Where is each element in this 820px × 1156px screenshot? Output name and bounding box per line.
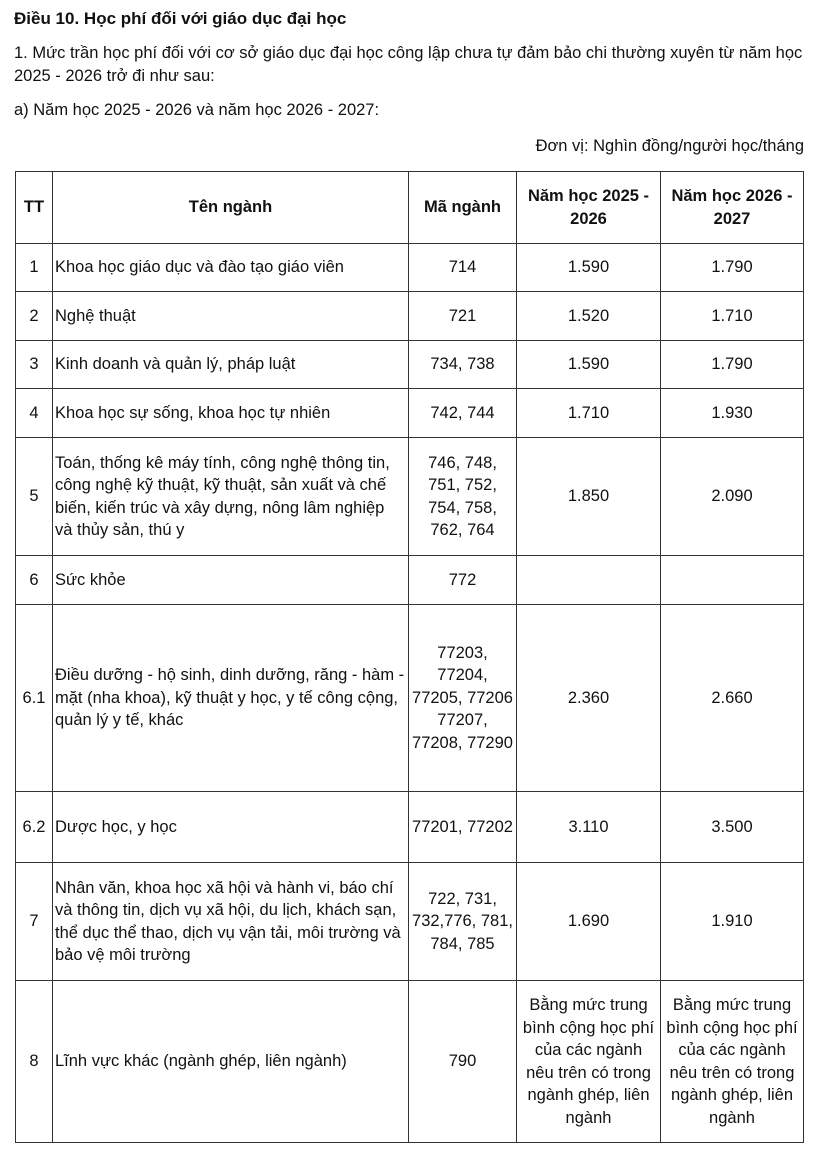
cell-code: 721 xyxy=(409,292,517,341)
cell-fee-2026: 3.500 xyxy=(661,792,804,863)
cell-fee-2026: 1.710 xyxy=(661,292,804,341)
table-row xyxy=(16,244,804,292)
cell-name: Dược học, y học xyxy=(53,792,409,863)
cell-fee-2025: 1.590 xyxy=(517,341,661,389)
unit-label: Đơn vị: Nghìn đồng/người học/tháng xyxy=(535,137,804,155)
table-row xyxy=(16,605,804,792)
cell-fee-2025 xyxy=(517,556,661,605)
cell-name: Kinh doanh và quản lý, pháp luật xyxy=(53,341,409,389)
cell-fee-2026: 1.790 xyxy=(661,244,804,292)
cell-name: Toán, thống kê máy tính, công nghệ thông tin, công nghệ kỹ thuật, kỹ thuật, sản xuất và chế biến, kiến trúc và xây dựng, nông lâm nghiệp và thủy sản, thú y xyxy=(53,438,409,556)
cell-fee-2025: 1.690 xyxy=(517,863,661,981)
cell-fee-2025: 1.850 xyxy=(517,438,661,556)
table-row xyxy=(16,389,804,438)
cell-tt: 3 xyxy=(16,341,53,389)
table-row xyxy=(16,863,804,981)
cell-code: 746, 748, 751, 752, 754, 758, 762, 764 xyxy=(409,438,517,556)
article-heading: Điều 10. Học phí đối với giáo dục đại học xyxy=(14,9,347,28)
cell-tt: 4 xyxy=(16,389,53,438)
cell-tt: 1 xyxy=(16,244,53,292)
table-row xyxy=(16,792,804,863)
sub-paragraph: a) Năm học 2025 - 2026 và năm học 2026 - 2027: xyxy=(14,101,380,119)
cell-tt: 8 xyxy=(16,981,53,1143)
table-header-row xyxy=(16,172,804,244)
cell-tt: 2 xyxy=(16,292,53,341)
cell-code: 77203, 77204, 77205, 77206 77207, 77208, 77290 xyxy=(409,605,517,792)
cell-name: Điều dưỡng - hộ sinh, dinh dưỡng, răng - hàm - mặt (nha khoa), kỹ thuật y học, y tế công cộng, quản lý y tế, khác xyxy=(53,605,409,792)
cell-fee-2026 xyxy=(661,556,804,605)
cell-name: Nhân văn, khoa học xã hội và hành vi, báo chí và thông tin, dịch vụ xã hội, du lịch, khách sạn, thể dục thể thao, dịch vụ vận tải, môi trường và bảo vệ môi trường xyxy=(53,863,409,981)
cell-fee-2026: 1.910 xyxy=(661,863,804,981)
table-row xyxy=(16,292,804,341)
cell-fee-2025: 3.110 xyxy=(517,792,661,863)
cell-fee-2025: 1.520 xyxy=(517,292,661,341)
cell-fee-2025: 2.360 xyxy=(517,605,661,792)
table-row xyxy=(16,981,804,1143)
cell-fee-2026: 1.790 xyxy=(661,341,804,389)
header-tt: TT xyxy=(16,172,53,244)
cell-fee-2026: 2.090 xyxy=(661,438,804,556)
table-row xyxy=(16,438,804,556)
cell-tt: 6 xyxy=(16,556,53,605)
cell-fee-2026: 1.930 xyxy=(661,389,804,438)
cell-fee-2025: 1.710 xyxy=(517,389,661,438)
table-row xyxy=(16,341,804,389)
cell-name: Khoa học giáo dục và đào tạo giáo viên xyxy=(53,244,409,292)
cell-fee-2025: Bằng mức trung bình cộng học phí của các ngành nêu trên có trong ngành ghép, liên ngành xyxy=(517,981,661,1143)
header-year-2026: Năm học 2026 - 2027 xyxy=(661,172,804,244)
tuition-table xyxy=(15,171,804,1143)
cell-name: Sức khỏe xyxy=(53,556,409,605)
cell-code: 790 xyxy=(409,981,517,1143)
cell-tt: 5 xyxy=(16,438,53,556)
cell-code: 734, 738 xyxy=(409,341,517,389)
cell-code: 714 xyxy=(409,244,517,292)
cell-name: Khoa học sự sống, khoa học tự nhiên xyxy=(53,389,409,438)
cell-fee-2026: 2.660 xyxy=(661,605,804,792)
header-name: Tên ngành xyxy=(53,172,409,244)
cell-fee-2025: 1.590 xyxy=(517,244,661,292)
intro-paragraph: 1. Mức trần học phí đối với cơ sở giáo dục đại học công lập chưa tự đảm bảo chi thường xuyên từ năm học 2025 - 2026 trở đi như sau: xyxy=(14,44,803,85)
header-code: Mã ngành xyxy=(409,172,517,244)
cell-tt: 7 xyxy=(16,863,53,981)
cell-tt: 6.2 xyxy=(16,792,53,863)
table-row xyxy=(16,556,804,605)
cell-name: Nghệ thuật xyxy=(53,292,409,341)
cell-name: Lĩnh vực khác (ngành ghép, liên ngành) xyxy=(53,981,409,1143)
cell-tt: 6.1 xyxy=(16,605,53,792)
cell-fee-2026: Bằng mức trung bình cộng học phí của các ngành nêu trên có trong ngành ghép, liên ngành xyxy=(661,981,804,1143)
cell-code: 722, 731, 732,776, 781, 784, 785 xyxy=(409,863,517,981)
header-year-2025: Năm học 2025 - 2026 xyxy=(517,172,661,244)
cell-code: 772 xyxy=(409,556,517,605)
cell-code: 77201, 77202 xyxy=(409,792,517,863)
cell-code: 742, 744 xyxy=(409,389,517,438)
